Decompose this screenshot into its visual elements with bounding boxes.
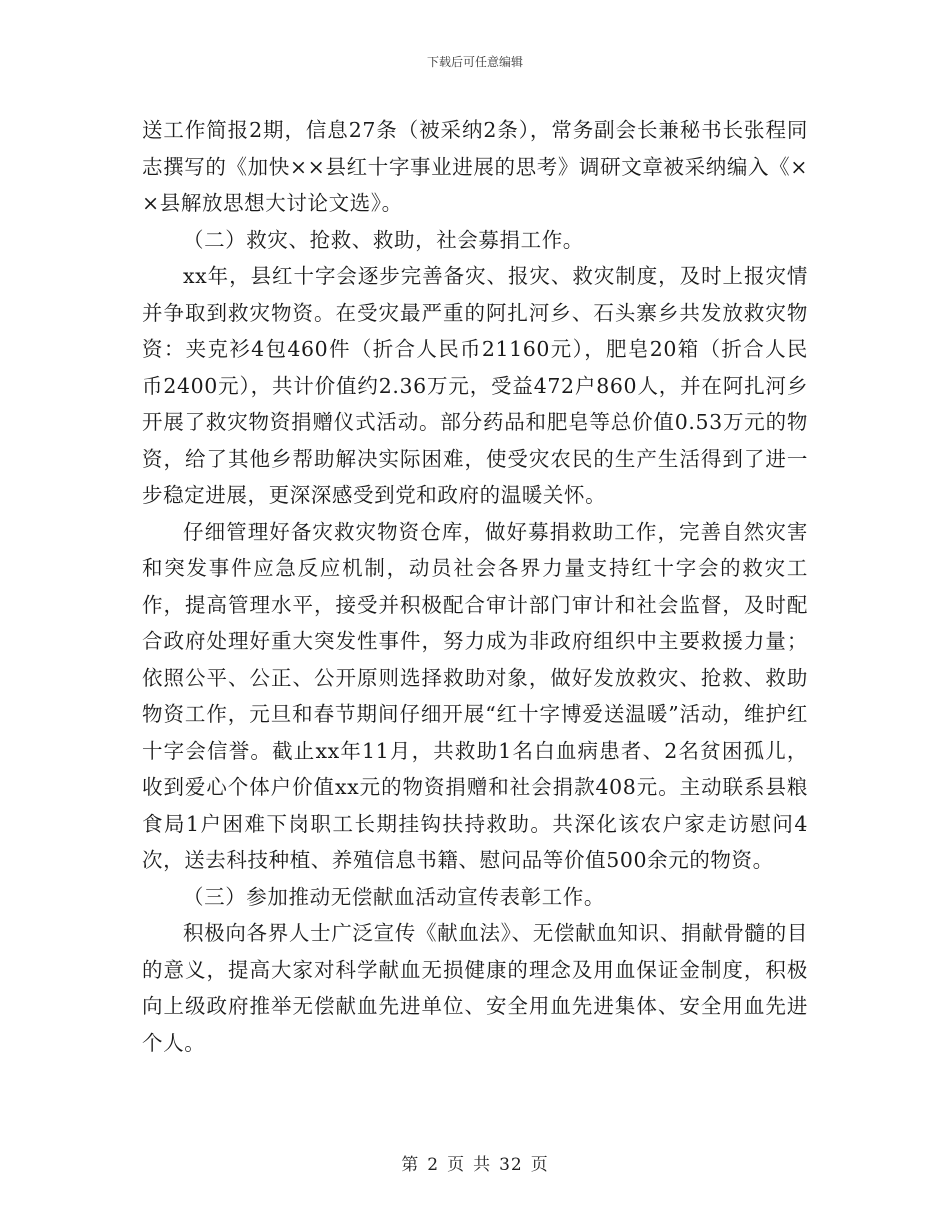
section-heading-disaster-relief: （二）救灾、抢救、救助，社会募捐工作。 bbox=[183, 227, 584, 252]
footer-total-unit: 页 bbox=[530, 1155, 549, 1175]
page-header-note: 下载后可任意编辑 bbox=[426, 55, 523, 69]
page-number-footer bbox=[0, 1154, 950, 1176]
paragraph-continuation: 送工作简报2期，信息27条（被采纳2条），常务副会长兼秘书长张程同志撰写的《加快××县红十字事业进展的思考》调研文章被采纳编入《××县解放思想大讨论文选》。 bbox=[142, 118, 808, 215]
document-body bbox=[142, 112, 808, 1061]
section-heading-blood-donation: （三）参加推动无偿献血活动宣传表彰工作。 bbox=[183, 884, 605, 909]
footer-total-prefix: 共 bbox=[473, 1155, 492, 1175]
footer-total-pages: 32 bbox=[499, 1155, 523, 1175]
paragraph-blood-donation: 积极向各界人士广泛宣传《献血法》、无偿献血知识、捐献骨髓的目的意义，提高大家对科学献血无损健康的理念及用血保证金制度，积极向上级政府推举无偿献血先进单位、安全用血先进集体、安全用血先进个人。 bbox=[142, 921, 808, 1055]
footer-page-unit: 页 bbox=[447, 1155, 466, 1175]
footer-current-page: 2 bbox=[427, 1155, 440, 1175]
paragraph-relief-supplies: xx年，县红十字会逐步完善备灾、报灾、救灾制度，及时上报灾情并争取到救灾物资。在受灾最严重的阿扎河乡、石头寨乡共发放救灾物资：夹克衫4包460件（折合人民币21160元），肥皂20箱（折合人民币2400元），共计价值约2.36万元，受益472户860人，并在阿扎河乡开展了救灾物资捐赠仪式活动。部分药品和肥皂等总价值0.53万元的物资，给了其他乡帮助解决实际困难，使受灾农民的生产生活得到了进一步稳定进展，更深深感受到党和政府的温暖关怀。 bbox=[142, 264, 808, 507]
footer-prefix: 第 bbox=[401, 1155, 420, 1175]
paragraph-warehouse-management: 仔细管理好备灾救灾物资仓库，做好募捐救助工作，完善自然灾害和突发事件应急反应机制，动员社会各界力量支持红十字会的救灾工作，提高管理水平，接受并积极配合审计部门审计和社会监督，及时配合政府处理好重大突发性事件，努力成为非政府组织中主要救援力量；依照公平、公正、公开原则选择救助对象，做好发放救灾、抢救、救助物资工作，元旦和春节期间仔细开展“红十字博爱送温暖”活动，维护红十字会信誉。截止xx年11月，共救助1名白血病患者、2名贫困孤儿，收到爱心个体户价值xx元的物资捐赠和社会捐款408元。主动联系县粮食局1户困难下岗职工长期挂钩扶持救助。共深化该农户家走访慰问4次，送去科技种植、养殖信息书籍、慰问品等价值500余元的物资。 bbox=[142, 519, 808, 872]
